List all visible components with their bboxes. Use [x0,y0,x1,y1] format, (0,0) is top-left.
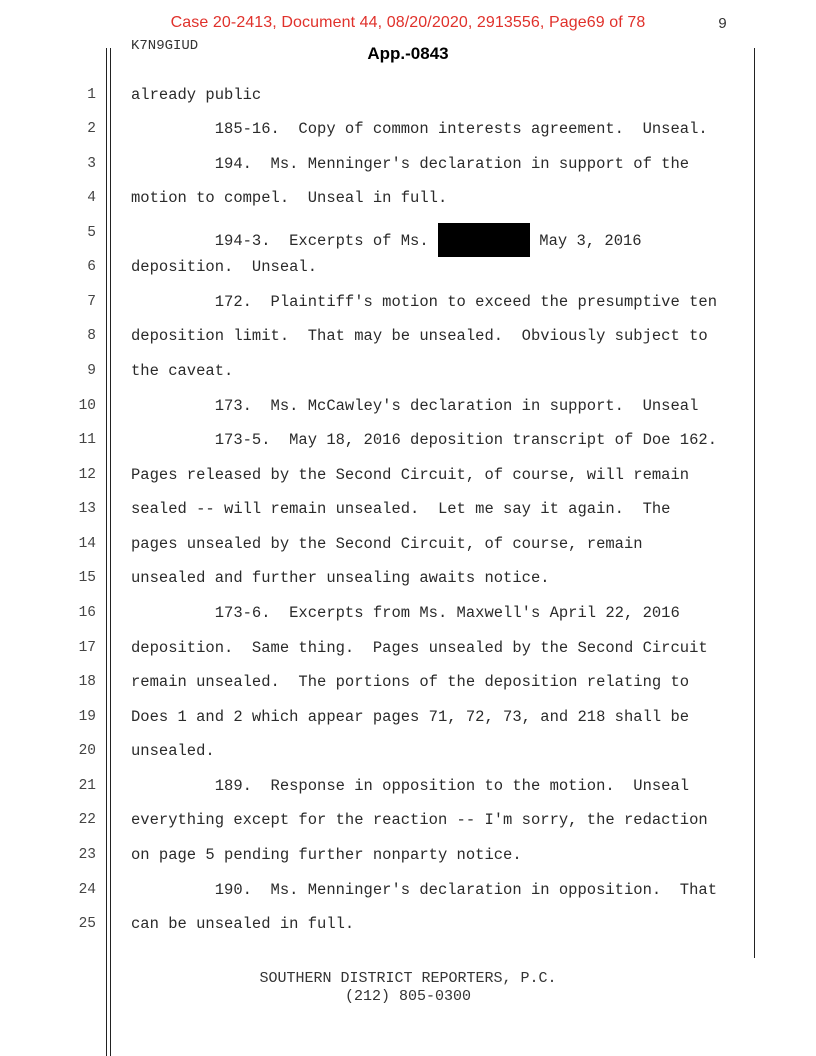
line-number: 8 [87,328,96,344]
transcript-line: the caveat. [131,362,234,380]
transcript-line: 185-16. Copy of common interests agreement. Unseal. [131,120,708,138]
line-number: 24 [78,882,96,898]
line-text-before-redaction: 194-3. Excerpts of Ms. [131,232,429,251]
page-number: 9 [718,16,728,33]
transcript-line: 172. Plaintiff's motion to exceed the presumptive ten [131,293,717,311]
transcript-line [131,224,642,258]
footer-reporter: SOUTHERN DISTRICT REPORTERS, P.C. [259,970,557,987]
transcript-line: already public [131,86,262,104]
transcript-line: sealed -- will remain unsealed. Let me say it again. The [131,500,671,518]
line-number: 4 [87,190,96,206]
line-number: 10 [78,398,96,414]
line-number: 18 [78,674,96,690]
transcript-line: Pages released by the Second Circuit, of course, will remain [131,466,690,484]
transcript-line: 194. Ms. Menninger's declaration in support of the [131,155,690,173]
left-margin-rule-outer [106,48,107,1056]
transcript-line: remain unsealed. The portions of the deposition relating to [131,673,690,691]
line-number: 7 [87,294,96,310]
transcript-line: everything except for the reaction -- I'm sorry, the redaction [131,811,708,829]
line-number: 1 [87,87,96,103]
line-number: 15 [78,570,96,586]
line-number: 19 [78,709,96,725]
line-number: 9 [87,363,96,379]
transcript-line: unsealed. [131,742,215,760]
left-margin-rule-inner [110,48,111,1056]
line-text-after-redaction: May 3, 2016 [539,232,642,251]
transcript-line: motion to compel. Unseal in full. [131,189,448,207]
line-number: 2 [87,121,96,137]
redaction-box [438,223,530,257]
line-number: 13 [78,501,96,517]
line-number: 14 [78,536,96,552]
line-number: 6 [87,259,96,275]
transcript-line: can be unsealed in full. [131,915,355,933]
transcript-line: Does 1 and 2 which appear pages 71, 72, 73, and 218 shall be [131,708,690,726]
transcript-line: 190. Ms. Menninger's declaration in opposition. That [131,881,717,899]
line-number: 16 [78,605,96,621]
transcript-line: 173-6. Excerpts from Ms. Maxwell's April 22, 2016 [131,604,680,622]
transcript-line: unsealed and further unsealing awaits notice. [131,569,550,587]
line-number: 23 [78,847,96,863]
line-number: 17 [78,640,96,656]
transcript-line: pages unsealed by the Second Circuit, of course, remain [131,535,643,553]
transcript-line: on page 5 pending further nonparty notice. [131,846,522,864]
right-margin-rule [754,48,755,958]
line-number: 21 [78,778,96,794]
line-number: 20 [78,743,96,759]
transcript-line: deposition limit. That may be unsealed. Obviously subject to [131,327,708,345]
line-number: 12 [78,467,96,483]
transcript-line: 189. Response in opposition to the motion. Unseal [131,777,690,795]
transcript-line: 173. Ms. McCawley's declaration in support. Unseal [131,397,699,415]
line-number: 5 [87,225,96,241]
transcript-line: deposition. Unseal. [131,258,318,276]
line-number: 11 [78,432,96,448]
line-number: 3 [87,156,96,172]
footer-phone: (212) 805-0300 [344,988,472,1005]
transcript-line: 173-5. May 18, 2016 deposition transcript of Doe 162. [131,431,717,449]
transcript-line: deposition. Same thing. Pages unsealed by the Second Circuit [131,639,708,657]
case-code: K7N9GIUD [131,38,199,54]
line-number: 25 [78,916,96,932]
case-stamp: Case 20-2413, Document 44, 08/20/2020, 2913556, Page69 of 78 [170,14,646,31]
app-number: App.-0843 [367,44,449,63]
line-number: 22 [78,812,96,828]
